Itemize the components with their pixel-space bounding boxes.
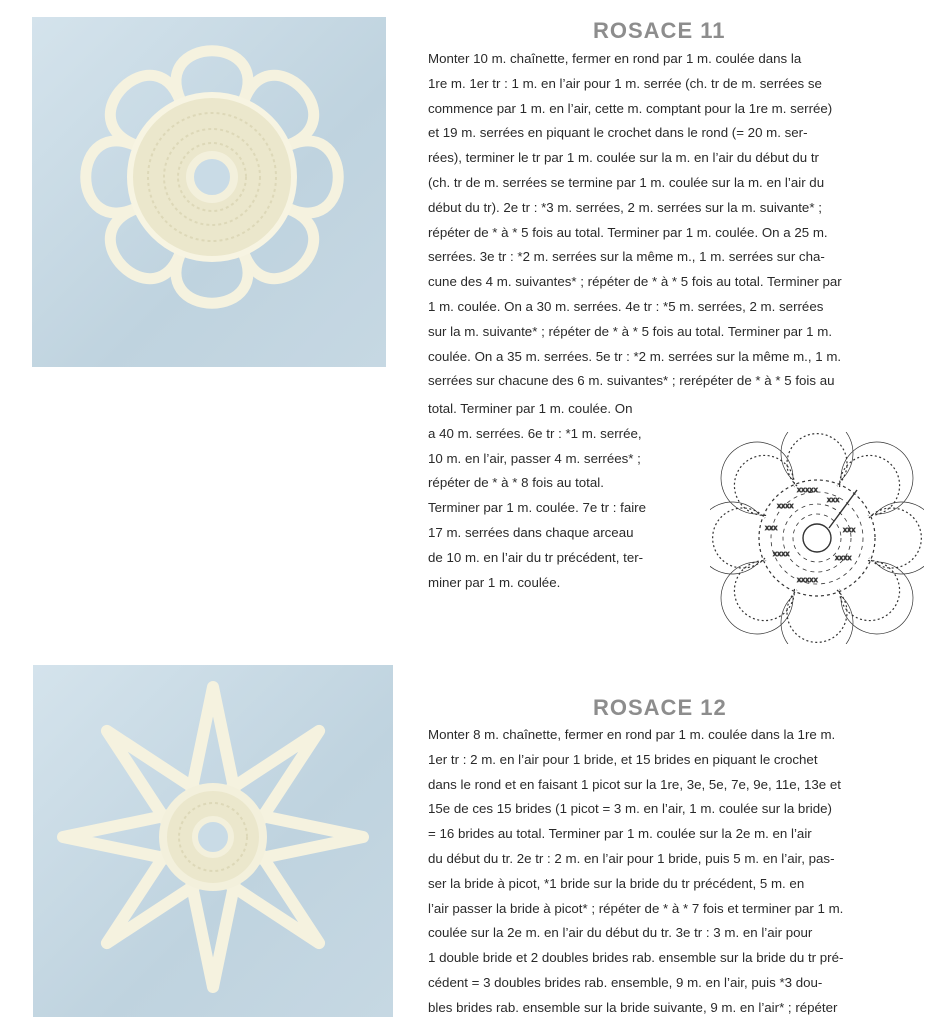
rosace-12-instructions [428,723,920,1021]
instruction-line: coulée sur la 2e m. en l’air du début du tr. 3e tr : 3 m. en l’air pour [428,925,813,941]
svg-text:xxxxx: xxxxx [797,576,818,584]
instruction-line: commence par 1 m. en l’air, cette m. comptant pour la 1re m. serrée) [428,100,833,116]
instruction-line: l’air passer la bride à picot* ; répéter de * à * 7 fois et terminer par 1 m. [428,900,844,916]
svg-text:xxxx: xxxx [773,550,790,558]
instruction-line: bles brides rab. ensemble sur la bride suivante, 9 m. en l’air* ; répéter [428,999,838,1015]
instruction-line: répéter de * à * 8 fois au total. [428,475,604,491]
instruction-line: et 19 m. serrées en piquant le crochet dans le rond (= 20 m. ser- [428,125,808,141]
instruction-line: 1 m. coulée. On a 30 m. serrées. 4e tr : *5 m. serrées, 2 m. serrées [428,298,824,314]
instruction-line: Monter 10 m. chaînette, fermer en rond par 1 m. coulée dans la [428,51,802,66]
instruction-line: miner par 1 m. coulée. [428,574,561,590]
instruction-line: cédent = 3 doubles brides rab. ensemble, 9 m. en l’air, puis *3 dou- [428,974,823,990]
svg-text:xxx: xxx [827,496,840,504]
instruction-line: coulée. On a 35 m. serrées. 5e tr : *2 m. serrées sur la même m., 1 m. [428,348,842,364]
instruction-line: 1er tr : 2 m. en l’air pour 1 bride, et 15 brides en piquant le crochet [428,751,818,767]
instruction-line: a 40 m. serrées. 6e tr : *1 m. serrée, [428,425,642,441]
rosace-12-title: ROSACE 12 [593,695,727,720]
svg-text:xxx: xxx [765,524,778,532]
instruction-line: début du tr). 2e tr : *3 m. serrées, 2 m. serrées sur la m. suivante* ; [428,199,822,215]
instruction-line: cune des 4 m. suivantes* ; répéter de * à * 5 fois au total. Terminer par [428,274,842,290]
instruction-line: répéter de * à * 5 fois au total. Terminer par 1 m. coulée. On a 25 m. [428,224,828,240]
instruction-line: 17 m. serrées dans chaque arceau [428,524,634,540]
rosace-11-title: ROSACE 11 [593,18,726,43]
instruction-line: 15e de ces 15 brides (1 picot = 3 m. en l’air, 1 m. coulée sur la bride) [428,801,832,817]
rosace-11-instructions-continued [428,397,696,595]
instruction-line: = 16 brides au total. Terminer par 1 m. coulée sur la 2e m. en l’air [428,826,812,842]
instruction-line: serrées. 3e tr : *2 m. serrées sur la même m., 1 m. serrées sur cha- [428,249,825,265]
instruction-line: (ch. tr de m. serrées se termine par 1 m. coulée sur la m. en l’air du [428,174,825,190]
instruction-line: Monter 8 m. chaînette, fermer en rond par 1 m. coulée dans la 1re m. [428,727,836,742]
instruction-line: 10 m. en l’air, passer 4 m. serrées* ; [428,450,641,466]
rosace-12-star-image [33,665,393,1017]
rosace-11-instructions [428,47,920,394]
instruction-line: total. Terminer par 1 m. coulée. On [428,401,633,416]
instruction-line: de 10 m. en l’air du tr précédent, ter- [428,549,644,565]
rosace-12-photo [33,665,393,1017]
rosace-11-stitch-diagram [710,432,924,644]
svg-text:xxxx: xxxx [835,554,852,562]
instruction-line: serrées sur chacune des 6 m. suivantes* ; rerépéter de * à * 5 fois au [428,373,835,389]
instruction-line: rées), terminer le tr par 1 m. coulée sur la m. en l’air du début du tr [428,150,819,166]
svg-text:xxx: xxx [843,526,856,534]
rosace-11-flower-image [32,17,386,367]
rosace-11-photo [32,17,386,367]
instruction-line: sur la m. suivante* ; répéter de * à * 5 fois au total. Terminer par 1 m. [428,323,833,339]
instruction-line: du début du tr. 2e tr : 2 m. en l’air pour 1 bride, puis 5 m. en l’air, pas- [428,850,835,866]
instruction-line: Terminer par 1 m. coulée. 7e tr : faire [428,500,647,516]
instruction-line: ser la bride à picot, *1 bride sur la bride du tr précédent, 5 m. en [428,875,805,891]
instruction-line: 1re m. 1er tr : 1 m. en l’air pour 1 m. serrée (ch. tr de m. serrées se [428,75,822,91]
instruction-line: 1 double bride et 2 doubles brides rab. ensemble sur la bride du tr pré- [428,950,844,966]
instruction-line: dans le rond et en faisant 1 picot sur la 1re, 3e, 5e, 7e, 9e, 11e, 13e et [428,776,841,792]
svg-text:xxxxx: xxxxx [797,486,818,494]
svg-text:xxxx: xxxx [777,502,794,510]
